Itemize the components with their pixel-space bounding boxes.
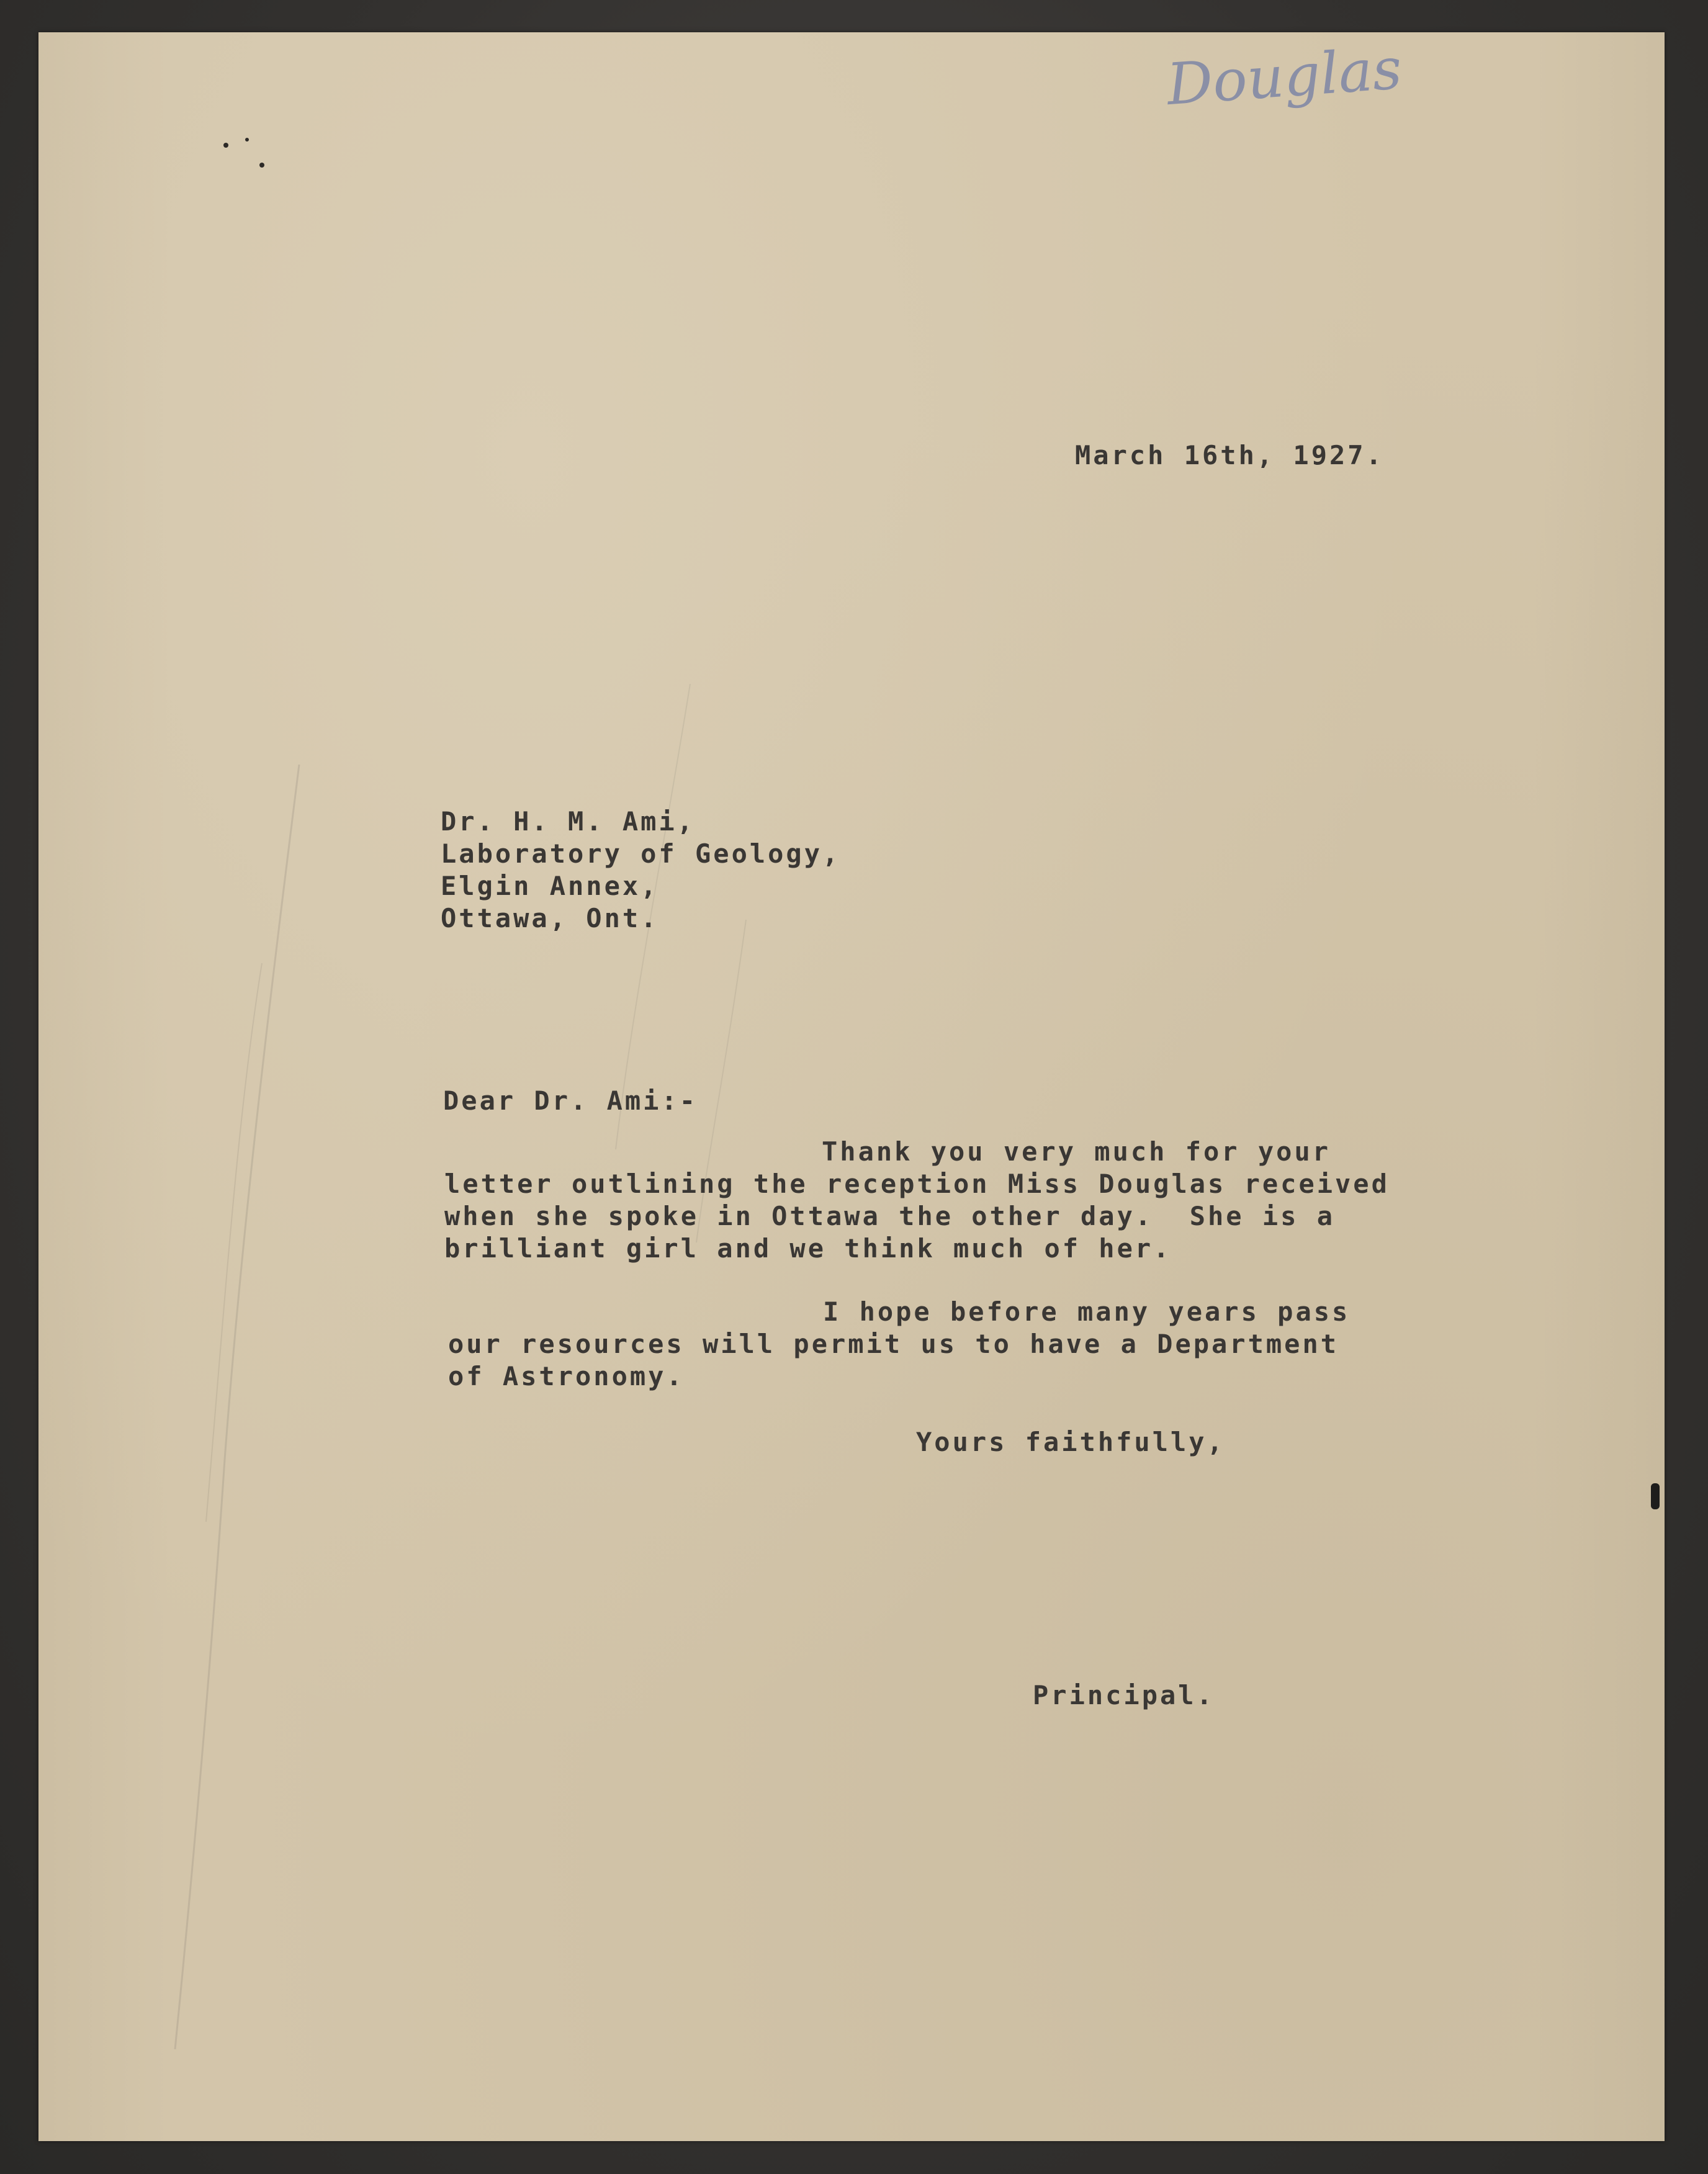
salutation: Dear Dr. Ami:- [443,1085,698,1116]
body-line: our resources will permit us to have a Department [448,1329,1339,1359]
signature-title: Principal. [1033,1680,1215,1710]
body-line: brilliant girl and we think much of her. [444,1233,1172,1264]
body-line: I hope before many years pass [823,1296,1351,1327]
body-line: when she spoke in Ottawa the other day. She is a [444,1201,1336,1231]
recipient-line: Elgin Annex, [441,871,659,901]
body-line: Thank you very much for your [822,1136,1331,1167]
recipient-line: Laboratory of Geology, [441,838,841,869]
recipient-line: Ottawa, Ont. [441,903,659,933]
recipient-line: Dr. H. M. Ami, [441,806,696,837]
page-edge-mark [1651,1483,1660,1509]
ink-speck [223,143,228,148]
body-line: of Astronomy. [448,1361,685,1391]
letter-date: March 16th, 1927. [1075,440,1384,470]
pencil-marks [38,32,1665,2141]
ink-speck [259,163,264,168]
closing: Yours faithfully, [916,1427,1225,1457]
body-line: letter outlining the reception Miss Douglas received [444,1169,1390,1199]
ink-speck [245,138,249,141]
handwritten-annotation: Douglas [1164,35,1405,119]
